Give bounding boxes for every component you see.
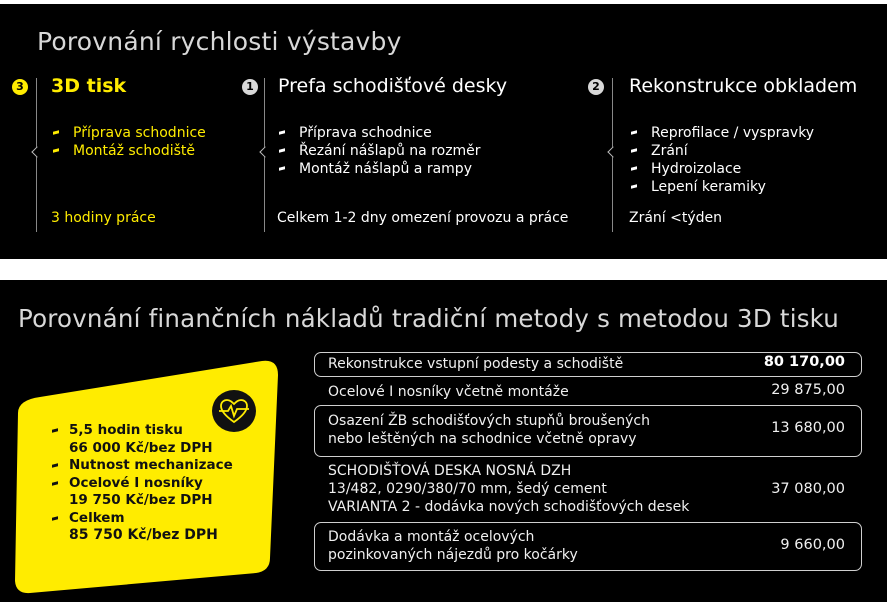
list-item: 5,5 hodin tisku xyxy=(52,422,233,440)
list-item: 19 750 Kč/bez DPH xyxy=(69,492,213,508)
badge-3: 3 xyxy=(12,79,28,95)
row-label: pozinkovaných nájezdů pro kočárky xyxy=(328,547,578,563)
list-item: Nutnost mechanizace xyxy=(52,457,233,475)
list-item: Lepení keramiky xyxy=(629,178,814,196)
row-label: Ocelové I nosníky včetně montáže xyxy=(328,384,569,400)
footer-3d: 3 hodiny práce xyxy=(51,210,156,226)
row-value: 37 080,00 xyxy=(771,481,845,497)
list-item: Reprofilace / vyspravky xyxy=(629,124,814,142)
col-heading-rekonstrukce: Rekonstrukce obkladem xyxy=(629,75,858,97)
row-value: 9 660,00 xyxy=(780,537,845,553)
list-3d xyxy=(51,124,206,160)
list-item: Hydroizolace xyxy=(629,160,814,178)
row-label: Dodávka a montáž ocelových xyxy=(328,529,535,545)
row-label: nebo leštěných na schodnice včetně opravy xyxy=(328,431,637,447)
list-item: Ocelové I nosníky xyxy=(52,475,233,493)
summary-list xyxy=(52,422,233,545)
row-value: 29 875,00 xyxy=(771,382,845,398)
list-item: 66 000 Kč/bez DPH xyxy=(69,439,213,456)
list-item: Montáž nášlapů a rampy xyxy=(277,160,481,178)
list-item: Příprava schodnice xyxy=(277,124,481,142)
row-label: Rekonstrukce vstupní podesty a schodiště xyxy=(328,356,624,372)
row-label: 13/482, 0290/380/70 mm, šedý cement xyxy=(328,481,607,497)
row-label: SCHODIŠŤOVÁ DESKA NOSNÁ DZH xyxy=(328,463,572,479)
cost-title: Porovnání finančních nákladů tradiční metody s metodou 3D tisku xyxy=(18,304,840,333)
list-rekonstrukce xyxy=(629,124,814,196)
badge-1: 1 xyxy=(242,79,258,95)
list-item: Řezání nášlapů na rozměr xyxy=(277,142,481,160)
footer-rekonstrukce: Zrání <týden xyxy=(629,210,723,226)
col-heading-3d: 3D tisk xyxy=(51,75,127,97)
row-label: Osazení ŽB schodišťových stupňů broušených xyxy=(328,413,651,429)
list-item: Celkem xyxy=(52,510,233,528)
list-item: Zrání xyxy=(629,142,814,160)
row-value: 80 170,00 xyxy=(763,354,845,370)
badge-2: 2 xyxy=(588,79,604,95)
footer-prefa: Celkem 1-2 dny omezení provozu a práce xyxy=(277,210,569,226)
list-prefa xyxy=(277,124,481,178)
list-item: 85 750 Kč/bez DPH xyxy=(69,527,218,543)
list-item: Příprava schodnice xyxy=(51,124,206,142)
list-item: Montáž schodiště xyxy=(51,142,206,160)
row-label: VARIANTA 2 - dodávka nových schodišťových desek xyxy=(328,499,690,515)
col-heading-prefa: Prefa schodišťové desky xyxy=(278,75,508,97)
row-value: 13 680,00 xyxy=(771,420,845,436)
speed-title: Porovnání rychlosti výstavby xyxy=(37,27,402,56)
